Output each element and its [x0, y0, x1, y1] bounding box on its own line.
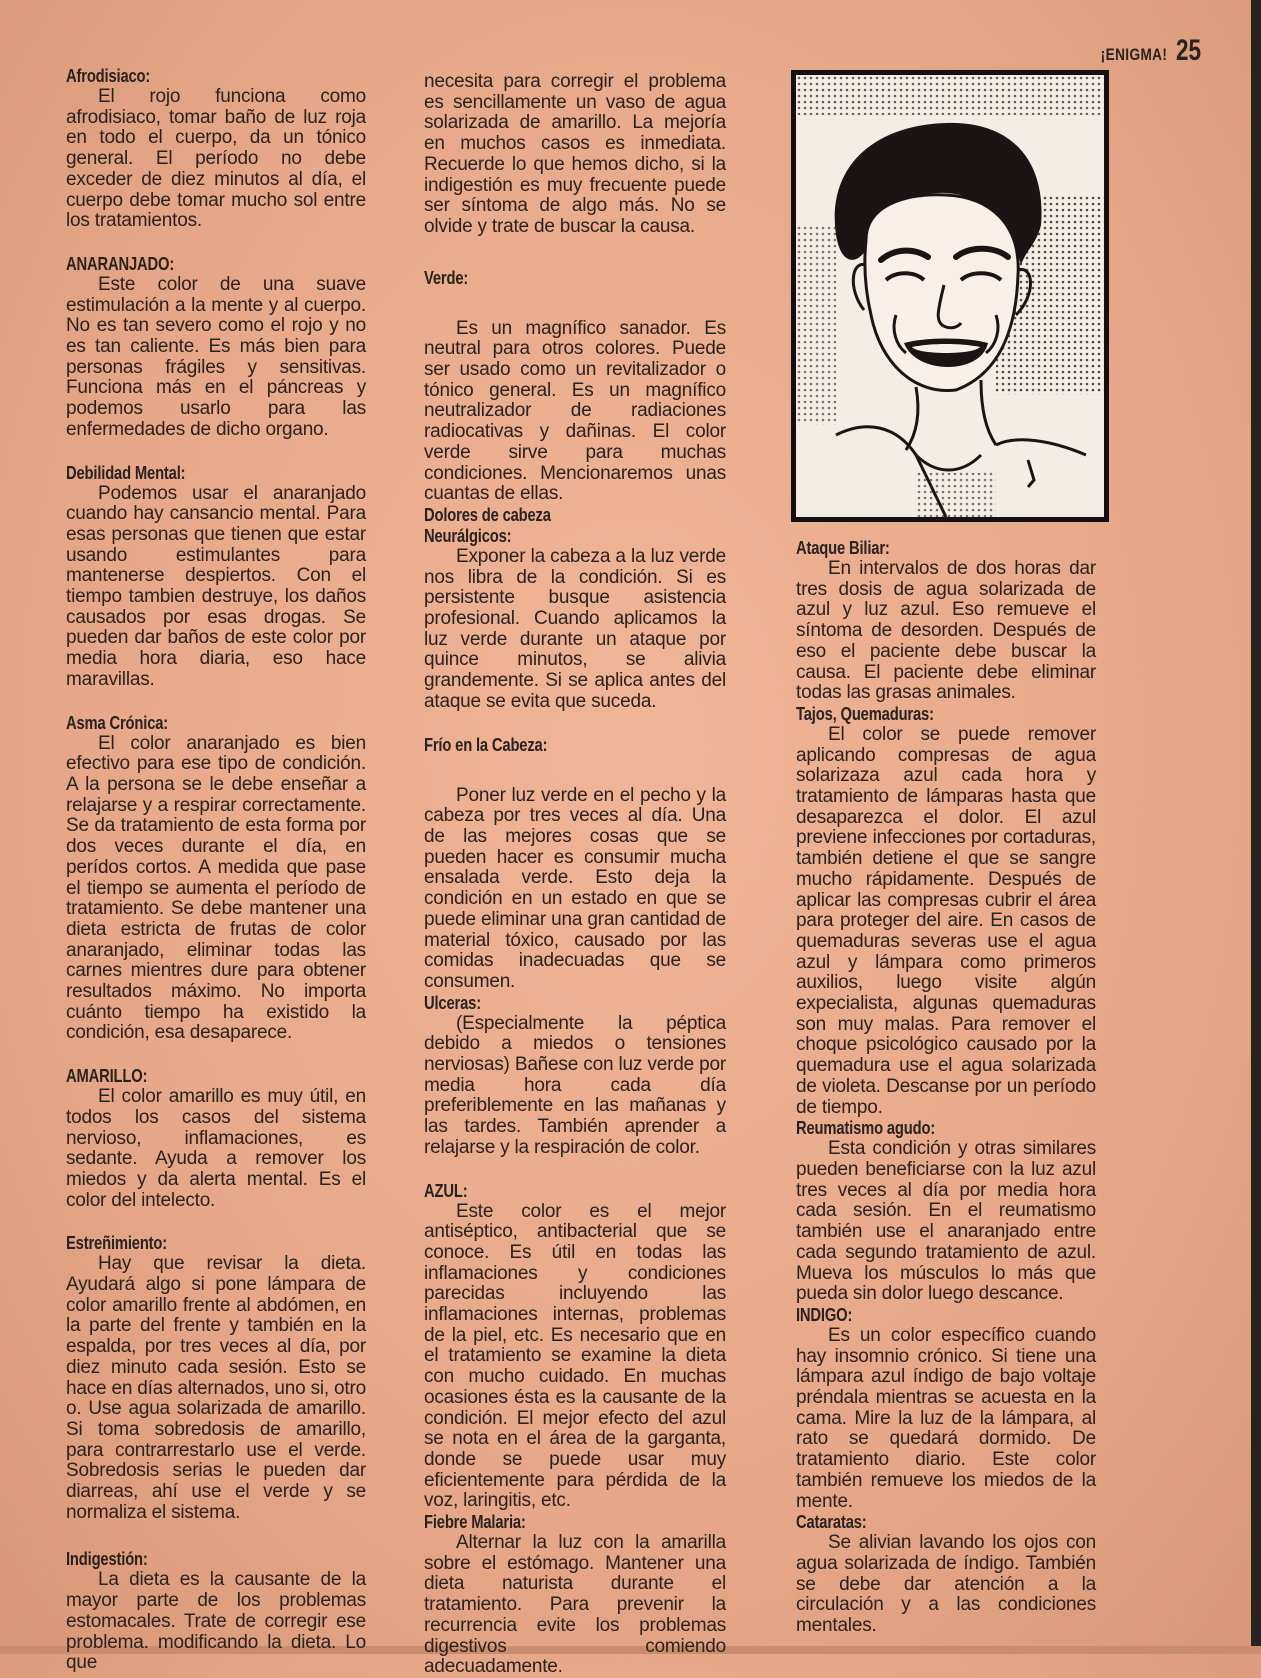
section-afrodisiaco: [66, 66, 366, 232]
section-neuralgicos: [424, 526, 726, 713]
section-heading: Cataratas:: [796, 1512, 867, 1533]
magazine-name: ¡ENIGMA!: [1100, 45, 1168, 64]
section-heading: Tajos, Quemaduras:: [796, 703, 934, 724]
spacer: [424, 756, 726, 786]
section-body: Podemos usar el anaranjado cuando hay cansancio mental. Para esas personas que tienen que estar usando estimulantes para mantenerse despiertos. Con el tiempo tambien destruye, los daños causados por esas drogas. Se pueden dar baños de este color por media hora diaria, eso hace maravillas.: [66, 482, 366, 690]
section-body: La dieta es la causante de la mayor parte de los problemas estomacales. Trate de corregir ese problema. modificando la dieta. Lo que: [66, 1569, 366, 1674]
portrait-illustration: [791, 70, 1109, 522]
section-indigo: [796, 1305, 1096, 1512]
section-body: Es un magnífico sanador. Es neutral para otros colores. Puede ser usado como un revitalizador o tónico general. Es un magnífico neutralizador de radiaciones radiocativas y dañinas. El color verde sirve para muchas condiciones. Mencionaremos unas cuantas de ellas.: [424, 317, 726, 505]
section-fiebre-malaria: [424, 1512, 726, 1678]
page-number: 25: [1175, 34, 1201, 67]
page-header: [1084, 34, 1209, 68]
section-heading: Fiebre Malaria:: [424, 1512, 526, 1533]
column-1: [66, 66, 366, 1674]
section-heading: INDIGO:: [796, 1304, 853, 1325]
spacer: [424, 289, 726, 319]
section-body: El color se puede remover aplicando compresas de agua solarizaza azul cada hora y tratamiento de lámparas hasta que desaparezca el dolor. El azul previene infecciones por cortaduras, también detiene el que se sangre mucho rápidamente. Después de aplicar las compresas cubrir el área para proteger del aire. En casos de quemaduras severas use el agua azul y lámpara como primeros auxilios, luego visite algún expecialista, algunas quemaduras son muy malas. Para remover el choque psicológico causado por la quemadura use el agua solarizada de violeta. Descanse por un período de tiempo.: [796, 723, 1096, 1118]
section-tajos-quemaduras: [796, 704, 1096, 1118]
section-heading: AZUL:: [424, 1180, 468, 1201]
section-heading: Asma Crónica:: [66, 712, 169, 733]
section-azul: [424, 1181, 726, 1513]
section-body: El color anaranjado es bien efectivo para ese tipo de condición. A la persona se le debe enseñar a relajarse y a respirar correctamente. Se da tratamiento de esta forma por dos veces durante el día, en perídos cortos. A medida que pase el tiempo se aumenta el período de tratamiento. Se debe mantener una dieta estricta de frutas de color anaranjado, eliminar todas las carnes mientres dure para obtener resultados máximo. No importa cuánto tiempo ha existido la condición, esa desaparece.: [66, 732, 366, 1044]
section-body: Este color es el mejor antiséptico, antibacterial que se conoce. Es útil en todas las inflamaciones y condiciones parecidas incluyendo las inflamaciones internas, problemas de la piel, etc. Es necesario que en el tratamiento se examine la dieta con mucho cuidado. En muchas ocasiones ésta es la causante de la condición. El mejor efecto del azul se nota en el área de la garganta, donde se puede usar muy eficientemente para pérdida de la voz, laringitis, etc.: [424, 1200, 726, 1512]
column-2: [424, 72, 726, 1678]
section-heading: Debilidad Mental:: [66, 462, 186, 483]
section-body: Este color de una suave estimulación a la mente y al cuerpo. No es tan severo como el rojo y no es tan caliente. Es más bien para personas frágiles y sensitivas. Funciona más en el páncreas y podemos usarlo para las enfermedades de dicho organo.: [66, 273, 366, 440]
section-asma-cronica: [66, 713, 366, 1045]
section-heading: Neurálgicos:: [424, 525, 512, 546]
section-heading: Verde:: [424, 267, 469, 288]
section-body: Se alivian lavando los ojos con agua solarizada de índigo. También se debe dar atención a la circulación y a las condiciones mentales.: [796, 1532, 1096, 1637]
section-ataque-biliar: [796, 538, 1096, 704]
section-body: Alternar la luz con la amarilla sobre el estómago. Mantener una dieta naturista durante el tratamiento. Para prevenir la recurrencia evite los problemas digestivos comiendo adecuadamente.: [424, 1532, 726, 1678]
section-body: En intervalos de dos horas dar tres dosis de agua solarizada de azul y luz azul. Eso remueve el síntoma de desorden. Después de eso el paciente debe buscar la causa. El paciente debe eliminar todas las grasas animales.: [796, 558, 1096, 704]
section-heading: Reumatismo agudo:: [796, 1118, 936, 1139]
section-reumatismo-agudo: [796, 1118, 1096, 1305]
section-debilidad-mental: [66, 463, 366, 691]
section-dolores-de-cabeza: [424, 505, 726, 526]
section-estrenimiento: [66, 1233, 366, 1523]
section-body: Hay que revisar la dieta. Ayudará algo si pone lámpara de color amarillo frente al abdómen, en la parte del frente y también en la espalda, por tres veces al día, por diez minuto cada sesión. Esto se hace en días alternados, uno si, otro o. Use agua solarizada de amarillo. Si toma sobredosis de amarillo, para contrarrestarlo use el verde. Sobredosis serias le pueden dar diarreas, ahí use el verde y se normaliza el sistema.: [66, 1253, 366, 1523]
section-heading: Frío en la Cabeza:: [424, 734, 548, 755]
section-heading: Ulceras:: [424, 992, 481, 1013]
section-indigestion: [66, 1549, 366, 1674]
section-ulceras: [424, 993, 726, 1159]
section-heading: Estreñimiento:: [66, 1233, 168, 1254]
section-body: El color amarillo es muy útil, en todos los casos del sistema nervioso, inflamaciones, es sedante. Ayuda a remover los miedos y da alerta mental. Es el color del intelecto.: [66, 1086, 366, 1211]
section-indigestion-continued: [424, 72, 726, 238]
section-verde: [424, 268, 726, 505]
column-3: [796, 538, 1096, 1637]
section-body: Poner luz verde en el pecho y la cabeza por tres veces al día. Una de las mejores cosas que se pueden hacer es consumir mucha ensalada verde. Esto deja la condición en un estado en que se puede eliminar una gran cantidad de material tóxico, causado por las comidas inadecuadas que se consumen.: [424, 784, 726, 992]
section-heading: Ataque Biliar:: [796, 538, 890, 558]
section-anaranjado: [66, 254, 366, 441]
section-body: El rojo funciona como afrodisiaco, tomar baño de luz roja en todo el cuerpo, da un tónico general. El período no debe exceder de diez minutos al día, el cuerpo debe tomar mucho sol entre los tratamientos.: [66, 86, 366, 232]
page-edge: [1251, 0, 1261, 1654]
section-heading: Afrodisiaco:: [66, 66, 151, 86]
section-heading: Indigestión:: [66, 1549, 148, 1570]
section-body: (Especialmente la péptica debido a miedos o tensiones nerviosas) Bañese con luz verde por media hora cada día preferiblemente en las mañanas y las tardes. También aprender a relajarse y la respiración de color.: [424, 1012, 726, 1158]
section-body: Es un color específico cuando hay insomnio crónico. Si tiene una lámpara azul índigo de bajo voltaje préndala mientras se acuesta en la cama. Mire la luz de la lámpara, al rato se quedará dormido. De tratamiento diario. Este color también remueve los miedos de la mente.: [796, 1324, 1096, 1512]
smiling-man-portrait-icon: [796, 75, 1104, 517]
section-heading: AMARILLO:: [66, 1066, 148, 1087]
section-heading: ANARANJADO:: [66, 253, 175, 274]
section-cataratas: [796, 1512, 1096, 1637]
section-body: Esta condición y otras similares pueden beneficiarse con la luz azul tres veces al día por media hora cada sesión. En el reumatismo también use el anaranjado entre cada segundo tratamiento de azul. Mueva los músculos lo más que pueda sin dolor luego descance.: [796, 1138, 1096, 1305]
section-body: necesita para corregir el problema es sencillamente un vaso de agua solarizada de amarillo. La mejoría en muchos casos es inmediata. Recuerde lo que hemos dicho, si la indigestión es muy frecuente puede ser síntoma de algo más. No se olvide y trate de buscar la causa.: [424, 71, 726, 237]
section-heading: Dolores de cabeza: [424, 504, 551, 525]
section-frio-en-la-cabeza: [424, 735, 726, 993]
section-amarillo: [66, 1066, 366, 1211]
section-body: Exponer la cabeza a la luz verde nos libra de la condición. Si es persistente busque asistencia profesional. Cuando aplicamos la luz verde durante un ataque por quince minutos, se alivia grandemente. Si se aplica antes del ataque se evita que suceda.: [424, 545, 726, 712]
